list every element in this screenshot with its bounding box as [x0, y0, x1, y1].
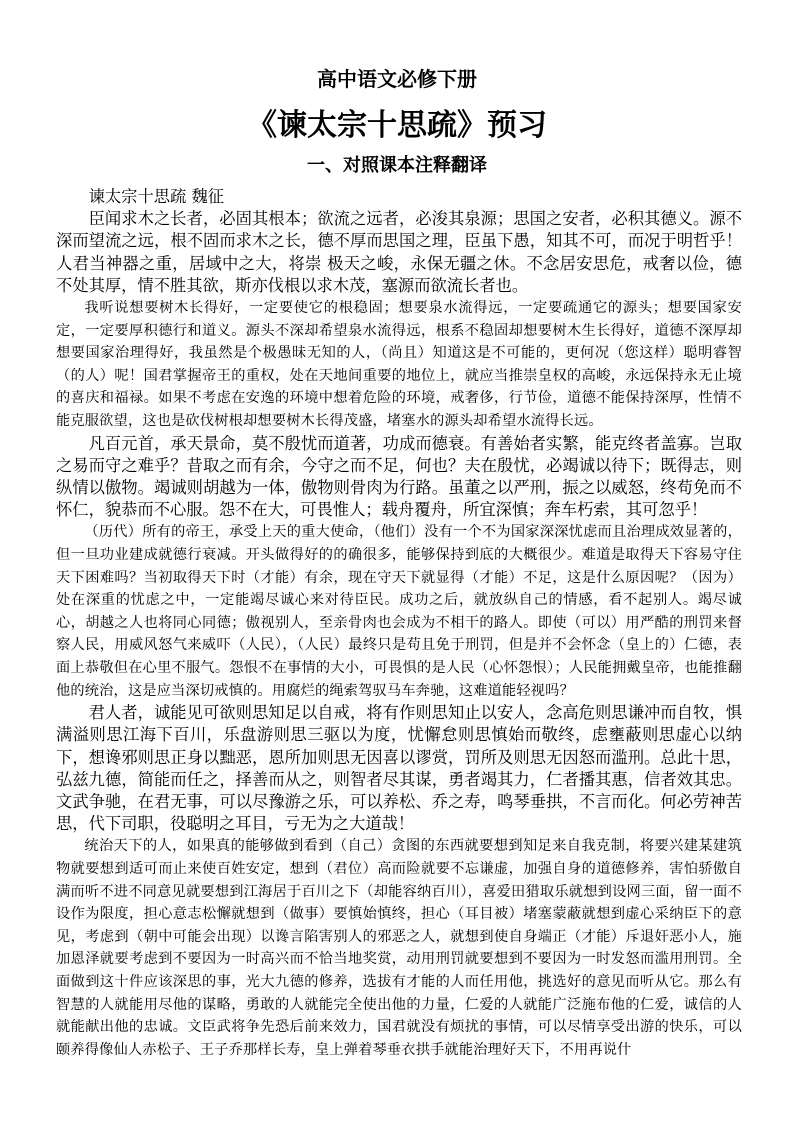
original-paragraph-2: 凡百元首，承天景命，莫不殷忧而道著，功成而德衰。有善始者实繁，能克终者盖寡。岂取之易而守之难乎？昔取之而有余，今守之而不足，何也？夫在殷忧，必竭诚以待下；既得志，则纵情以傲物。竭诚则胡越为一体，傲物则骨肉为行路。虽董之以严刑，振之以威怒，终苟免而不怀仁，貌恭而不心服。怨不在大，可畏惟人；载舟覆舟，所宜深慎；奔车朽索，其可忽乎！ — [56, 433, 742, 520]
subject-heading: 高中语文必修下册 — [317, 67, 477, 91]
document-body — [56, 186, 742, 1061]
text-title-author: 谏太宗十思疏 魏征 — [88, 187, 225, 206]
original-paragraph-1: 臣闻求木之长者，必固其根本；欲流之远者，必浚其泉源；思国之安者，必积其德义。源不深而望流之远，根不固而求木之长，德不厚而思国之理，臣虽下愚，知其不可，而况于明哲乎！人君当神器之重，居域中之大，将崇 极天之峻，永保无疆之休。不念居安思危，戒奢以俭，德不处其厚，情不胜其欲，斯亦伐根以求木茂，塞源而欲流长者也。 — [56, 209, 742, 295]
translation-paragraph-3: 统治天下的人，如果真的能够做到看到（自己）贪图的东西就要想到知足来自我克制，将要兴建某建筑物就要想到适可而止来使百姓安定，想到（君位）高而险就要不忘谦虚，加强自身的道德修养，害怕骄傲自满而听不进不同意见就要想到江海居于百川之下（却能容纳百川），喜爱田猎取乐就想到设网三面，留一面不设作为限度，担心意志松懈就想到（做事）要慎始慎终，担心（耳目被）堵塞蒙蔽就想到虚心采纳臣下的意见，考虑到（朝中可能会出现）以谗言陷害别人的邪恶之人，就想到使自身端正（才能）斥退奸恶小人，施加恩泽就要考虑到不要因为一时高兴而不恰当地奖赏，动用刑罚就要想到不要因为一时发怒而滥用刑罚。全面做到这十件应该深思的事，光大九德的修养，选拔有才能的人而任用他，挑选好的意见而听从它。那么有智慧的人就能用尽他的谋略，勇敢的人就能完全使出他的力量，仁爱的人就能广泛施布他的仁爱，诚信的人就能献出他的忠诚。文臣武将争先恐后前来效力，国君就没有烦扰的事情，可以尽情享受出游的快乐，可以颐养得像仙人赤松子、王子乔那样长寿，皇上弹着琴垂衣拱手就能治理好天下，不用再说什 — [56, 838, 742, 1058]
translation-paragraph-1: 我听说想要树木长得好，一定要使它的根稳固；想要泉水流得远，一定要疏通它的源头；想要国家安定，一定要厚积德行和道义。源头不深却希望泉水流得远，根系不稳固却想要树木生长得好，道德不深厚却想要国家治理得好，我虽然是个极愚昧无知的人，（尚且）知道这是不可能的，更何况（您这样）聪明睿智（的人）呢！国君掌握帝王的重权，处在天地间重要的地位上，就应当推崇皇权的高峻，永远保持永无止境的喜庆和福禄。如果不考虑在安逸的环境中想着危险的环境，戒奢侈，行节俭，道德不能保持深厚，性情不能克服欲望，这也是砍伐树根却想要树木长得茂盛，堵塞水的源头却希望水流得长远。 — [56, 300, 742, 429]
translation-paragraph-2: （历代）所有的帝王，承受上天的重大使命，（他们）没有一个不为国家深深忧虑而且治理成效显著的，但一旦功业建成就德行衰减。开头做得好的的确很多，能够保持到底的大概很少。难道是取得天下容易守住天下困难吗？当初取得天下时（才能）有余，现在守天下就显得（才能）不足，这是什么原因呢？（因为）处在深重的忧虑之中，一定能竭尽诚心来对待臣民。成功之后，就放纵自己的情感，看不起别人。竭尽诚心，胡越之人也将同心同德；傲视别人，至亲骨肉也会成为不相干的路人。即使（可以）用严酷的刑罚来督察人民，用威风怒气来威吓（人民），（人民）最终只是苟且免于刑罚，但是并不会怀念（皇上的）仁德，表面上恭敬但在心里不服气。怨恨不在事情的大小，可畏惧的是人民（心怀怨恨）；人民能拥戴皇帝，也能推翻他的统治，这是应当深切戒慎的。用腐烂的绳索驾驭马车奔驰，这难道能轻视吗？ — [56, 524, 742, 699]
page-title: 《谏太宗十思疏》预习 — [247, 108, 547, 143]
original-paragraph-3: 君人者，诚能见可欲则思知足以自戒，将有作则思知止以安人，念高危则思谦冲而自牧，惧满溢则思江海下百川，乐盘游则思三驱以为度，忧懈怠则思慎始而敬终，虑壅蔽则思虚心以纳下，想谗邪则思正身以黜恶，恩所加则思无因喜以谬赏，罚所及则思无因怒而滥刑。总此十思，弘兹九德，简能而任之，择善而从之，则智者尽其谋，勇者竭其力，仁者播其惠，信者效其忠。文武争驰，在君无事，可以尽豫游之乐，可以养松、乔之寿，鸣琴垂拱，不言而化。何必劳神苦思，代下司职，役聪明之耳目，亏无为之大道哉！ — [56, 703, 742, 834]
section-heading: 一、对照课本注释翻译 — [307, 155, 487, 176]
